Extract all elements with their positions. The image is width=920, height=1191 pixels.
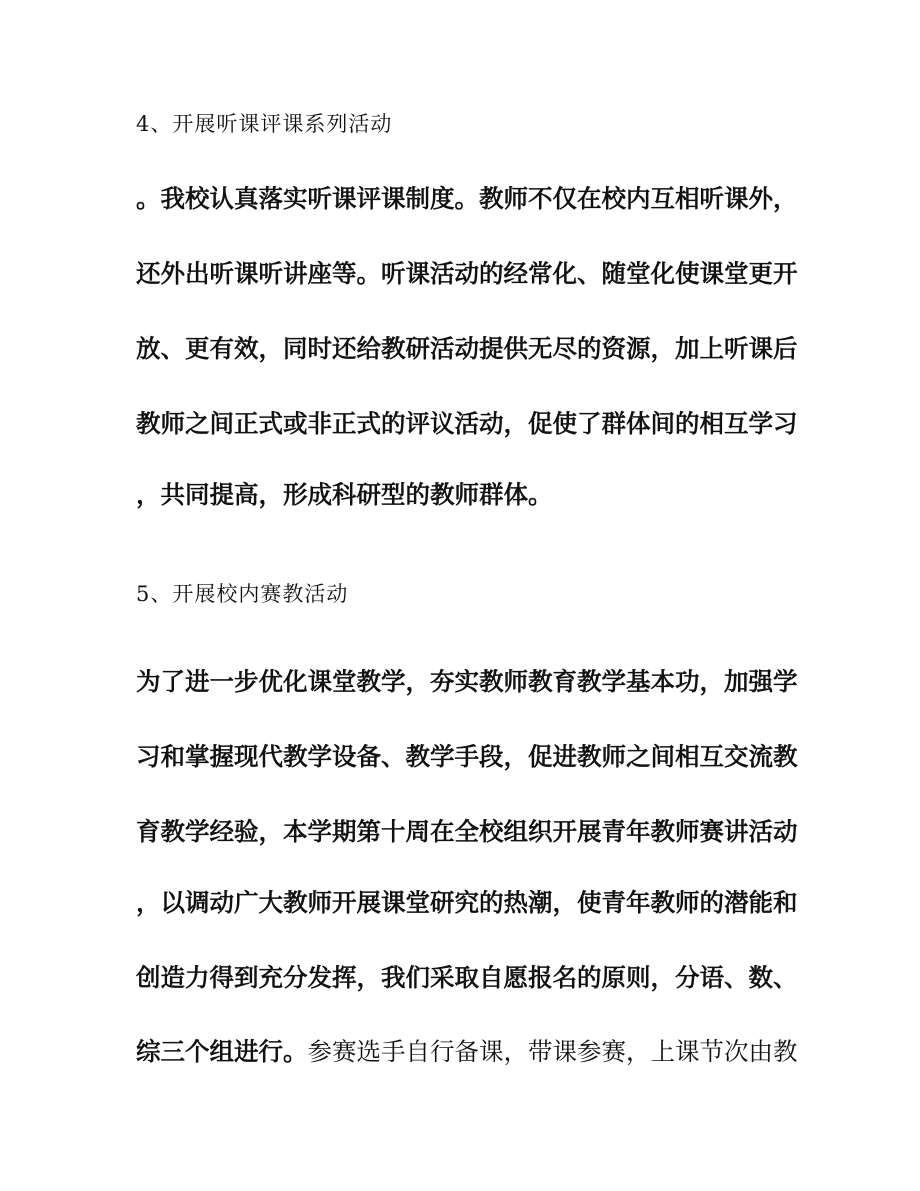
section-4-line-4: 教师之间正式或非正式的评议活动，促使了群体间的相互学习 xyxy=(136,409,798,438)
section-4-line-2: 还外出听课听讲座等。听课活动的经常化、随堂化使课堂更开 xyxy=(136,259,798,288)
section-5-line-6 xyxy=(136,1036,798,1068)
section-5-line-1: 为了进一步优化课堂教学，夯实教师教育教学基本功，加强学 xyxy=(136,667,798,696)
section-4-line-1: 。我校认真落实听课评课制度。教师不仅在校内互相听课外， xyxy=(136,184,798,213)
section-5-line-5: 创造力得到充分发挥，我们采取自愿报名的原则，分语、数、 xyxy=(136,963,798,992)
section-4-line-3: 放、更有效，同时还给教研活动提供无尽的资源，加上听课后 xyxy=(136,334,798,363)
section-5-line-6-bold: 综三个组进行。 xyxy=(136,1037,308,1066)
section-5-line-2: 习和掌握现代教学设备、教学手段，促进教师之间相互交流教 xyxy=(136,742,798,771)
section-5-heading: 5、开展校内赛教活动 xyxy=(136,582,349,606)
section-5-line-3: 育教学经验，本学期第十周在全校组织开展青年教师赛讲活动 xyxy=(136,817,798,846)
section-5-line-6-light: 参赛选手自行备课，带课参赛，上课节次由教 xyxy=(307,1037,798,1066)
section-5-line-4: ，以调动广大教师开展课堂研究的热潮，使青年教师的潜能和 xyxy=(136,888,798,917)
section-4-heading: 4、开展听课评课系列活动 xyxy=(136,112,393,136)
section-4-line-5: ，共同提高，形成科研型的教师群体。 xyxy=(136,480,553,509)
